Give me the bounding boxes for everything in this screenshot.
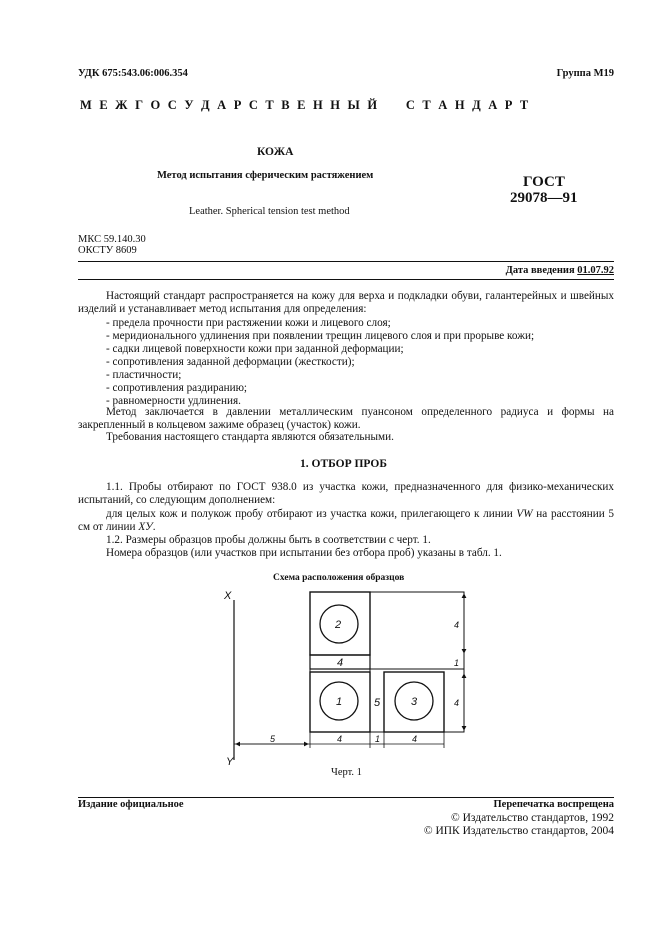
offset-dimension-label: 5 — [270, 734, 276, 744]
document-title: КОЖА — [257, 146, 294, 158]
addition-text: для целых кож и полукож пробу отбирают из участка кожи, прилегающего к линии — [106, 508, 517, 520]
list-item: - сопротивления раздиранию; — [106, 382, 248, 394]
axis-y-label: Y — [226, 756, 234, 768]
method-paragraph: Метод заключается в давлении металлическим пуансоном определенного радиуса и формы на закрепленный в кольцевом зажиме образец (участок) кожи. — [78, 406, 614, 432]
reprint-notice: Перепечатка воспрещена — [493, 799, 614, 810]
addition-text: . — [152, 521, 156, 534]
sample-numbers-paragraph: Номера образцов (или участков при испытании без отбора проб) указаны в табл. 1. — [106, 547, 502, 559]
document-subtitle: Метод испытания сферическим растяжением — [157, 170, 374, 181]
list-item: - садки лицевой поверхности кожи при заданной деформации; — [106, 343, 404, 355]
sample-2-label: 2 — [335, 619, 342, 631]
list-item: - предела прочности при растяжении кожи и лицевого слоя; — [106, 317, 391, 329]
figure-caption: Черт. 1 — [331, 767, 362, 778]
gap-dimension-label: 5 — [374, 697, 381, 709]
figure-title: Схема расположения образцов — [273, 573, 405, 583]
gap-width-label: 1 — [375, 734, 381, 744]
section-heading: 1. ОТБОР ПРОБ — [300, 458, 387, 470]
clause-1-1: 1.1. Пробы отбирают по ГОСТ 938.0 из участка кожи, предназначенного для физико-механических испытаний, со следующим дополнением: — [78, 481, 614, 507]
requirements-paragraph: Требования настоящего стандарта являются обязательными. — [106, 431, 394, 443]
official-edition: Издание официальное — [78, 799, 184, 810]
list-item: - сопротивления заданной деформации (жесткости); — [106, 356, 355, 368]
line-xy-label: ХУ — [138, 521, 153, 534]
effective-date-label: Дата введения — [505, 265, 578, 276]
strip-dimension-label: 4 — [337, 657, 344, 669]
list-item: - равномерности удлинения. — [106, 395, 241, 407]
mks-code: МКС 59.140.30 — [78, 234, 146, 245]
sample-1-label: 1 — [336, 696, 343, 708]
list-item: - пластичности; — [106, 369, 182, 381]
clause-1-2: 1.2. Размеры образцов пробы должны быть в соответствии с черт. 1. — [106, 534, 431, 546]
sample-area-frame — [310, 592, 464, 732]
sample-3-label: 3 — [411, 696, 418, 708]
list-item: - меридионального удлинения при появлении трещин лицевого слоя и при прорыве кожи; — [106, 330, 535, 342]
axis-x-label: X — [224, 590, 232, 602]
effective-date-value: 01.07.92 — [577, 265, 614, 276]
addition-text: на расстоянии 5 см от линии — [78, 508, 615, 534]
interstate-standard-heading: М Е Ж Г О С У Д А Р С Т В Е Н Н Ы Й С Т А Н Д А Р Т — [80, 98, 531, 112]
gost-label: ГОСТ — [523, 174, 565, 190]
line-vw-label: VW — [516, 508, 533, 520]
udk-code: УДК 675:543.06:006.354 — [78, 68, 188, 79]
height-dimension-label: 4 — [454, 698, 460, 708]
width-dimension-label: 4 — [412, 734, 418, 744]
copyright-1992: © Издательство стандартов, 1992 — [450, 812, 614, 824]
okstu-code: ОКСТУ 8609 — [78, 245, 137, 256]
intro-paragraph: Настоящий стандарт распространяется на кожу для верха и подкладки обуви, галантерейных и швейных изделий и устанавливает метод испытания для определения: — [78, 290, 614, 316]
gost-number: 29078—91 — [510, 190, 578, 206]
width-dimension-label: 4 — [337, 734, 343, 744]
group-code: Группа М19 — [556, 68, 614, 79]
english-title: Leather. Spherical tension test method — [189, 206, 350, 217]
footer-divider — [78, 797, 614, 798]
height-dimension-label: 4 — [454, 620, 460, 630]
strip-height-label: 1 — [454, 658, 460, 668]
copyright-2004: © ИПК Издательство стандартов, 2004 — [423, 825, 614, 837]
